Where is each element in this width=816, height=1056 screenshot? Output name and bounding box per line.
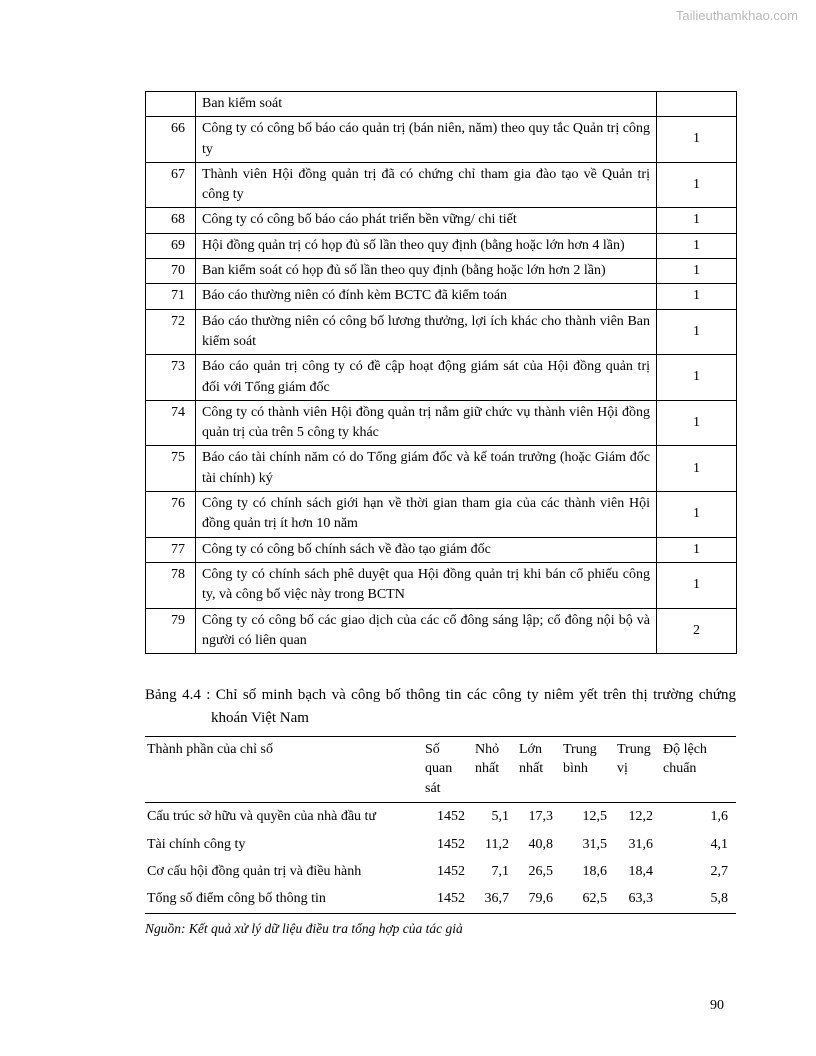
page-content	[145, 91, 736, 937]
row-text: Công ty có công bố chính sách về đào tạo giám đốc	[196, 537, 657, 562]
table-row	[146, 233, 737, 258]
row-number: 69	[146, 233, 196, 258]
row-text: Công ty có công bố các giao dịch của các cổ đông sáng lập; cổ đông nội bộ và người có liên quan	[196, 608, 657, 654]
table-row	[146, 284, 737, 309]
col-header-observations: Số quan sát	[423, 736, 473, 803]
statistics-table	[145, 736, 736, 914]
row-value: 1	[657, 117, 737, 163]
median-cell: 63,3	[628, 891, 653, 907]
row-number: 74	[146, 400, 196, 446]
table-row	[146, 117, 737, 163]
source-note: Nguồn: Kết quả xử lý dữ liệu điều tra tổng hợp của tác giả	[145, 920, 463, 936]
row-number: 66	[146, 117, 196, 163]
table-row	[145, 831, 736, 858]
table-row	[146, 492, 737, 538]
row-value: 1	[657, 562, 737, 608]
observations-cell: 1452	[437, 836, 465, 852]
table-row	[145, 858, 736, 885]
col-header-mean: Trung bình	[561, 736, 615, 803]
row-number: 77	[146, 537, 196, 562]
max-cell: 79,6	[528, 891, 553, 907]
table-row	[146, 162, 737, 208]
row-value: 1	[657, 208, 737, 233]
row-value	[657, 92, 737, 117]
row-value: 1	[657, 259, 737, 284]
component-cell: Cấu trúc sở hữu và quyền của nhà đầu tư	[147, 809, 377, 825]
mean-cell: 18,6	[582, 864, 607, 879]
mean-cell: 12,5	[582, 809, 607, 825]
checklist-table	[145, 91, 737, 654]
row-value: 1	[657, 284, 737, 309]
max-cell: 40,8	[528, 836, 553, 852]
row-number: 70	[146, 259, 196, 284]
row-value: 1	[657, 446, 737, 492]
row-number	[146, 92, 196, 117]
row-text: Hội đồng quản trị có họp đủ số lần theo quy định (bằng hoặc lớn hơn 4 lần)	[196, 233, 657, 258]
observations-cell: 1452	[437, 864, 465, 879]
header-row	[145, 736, 736, 803]
col-header-max: Lớn nhất	[517, 736, 561, 803]
row-text: Báo cáo thường niên có đính kèm BCTC đã kiểm toán	[196, 284, 657, 309]
row-number: 67	[146, 162, 196, 208]
row-number: 71	[146, 284, 196, 309]
row-text: Công ty có chính sách phê duyệt qua Hội đồng quản trị khi bán cổ phiếu công ty, và công bố việc này trong BCTN	[196, 562, 657, 608]
mean-cell: 62,5	[582, 891, 607, 907]
table-row	[146, 562, 737, 608]
table-row	[146, 309, 737, 355]
observations-cell: 1452	[437, 891, 465, 907]
table-row	[146, 355, 737, 401]
row-value: 1	[657, 537, 737, 562]
table-row	[146, 92, 737, 117]
sd-cell: 5,8	[710, 891, 728, 907]
col-header-median: Trung vị	[615, 736, 661, 803]
observations-cell: 1452	[437, 809, 465, 825]
row-text: Công ty có công bố báo cáo quản trị (bán niên, năm) theo quy tắc Quản trị công ty	[196, 117, 657, 163]
median-cell: 18,4	[628, 864, 653, 879]
table-row	[146, 208, 737, 233]
row-number: 73	[146, 355, 196, 401]
row-value: 1	[657, 233, 737, 258]
component-cell: Tổng số điểm công bố thông tin	[147, 891, 326, 907]
row-value: 1	[657, 355, 737, 401]
row-number: 78	[146, 562, 196, 608]
min-cell: 5,1	[491, 809, 509, 825]
sd-cell: 1,6	[710, 809, 728, 825]
row-number: 79	[146, 608, 196, 654]
median-cell: 12,2	[628, 809, 653, 825]
min-cell: 11,2	[485, 836, 509, 852]
col-header-min: Nhỏ nhất	[473, 736, 517, 803]
row-number: 72	[146, 309, 196, 355]
row-number: 68	[146, 208, 196, 233]
table-row	[145, 885, 736, 913]
table-row	[146, 446, 737, 492]
min-cell: 36,7	[484, 891, 509, 907]
row-text: Ban kiểm soát	[196, 92, 657, 117]
row-value: 2	[657, 608, 737, 654]
row-text: Báo cáo thường niên có công bố lương thưởng, lợi ích khác cho thành viên Ban kiểm soát	[196, 309, 657, 355]
table-row	[145, 803, 736, 831]
row-number: 76	[146, 492, 196, 538]
row-value: 1	[657, 492, 737, 538]
component-cell: Cơ cấu hội đồng quản trị và điều hành	[147, 864, 362, 879]
row-text: Công ty có thành viên Hội đồng quản trị nắm giữ chức vụ thành viên Hội đồng quản trị của trên 5 công ty khác	[196, 400, 657, 446]
table-caption: Bảng 4.4 : Chỉ số minh bạch và công bố thông tin các công ty niêm yết trên thị trường chứng khoán Việt Nam	[145, 687, 736, 727]
page-number: 90	[710, 998, 724, 1013]
min-cell: 7,1	[491, 864, 509, 879]
col-header-component: Thành phần của chỉ số	[145, 736, 423, 803]
table-row	[146, 400, 737, 446]
sd-cell: 2,7	[710, 864, 728, 879]
col-header-sd: Độ lệch chuẩn	[661, 736, 736, 803]
max-cell: 17,3	[528, 809, 553, 825]
sd-cell: 4,1	[710, 836, 728, 852]
row-value: 1	[657, 400, 737, 446]
median-cell: 31,6	[628, 836, 653, 852]
row-value: 1	[657, 162, 737, 208]
row-text: Công ty có công bố báo cáo phát triển bền vững/ chi tiết	[196, 208, 657, 233]
row-text: Công ty có chính sách giới hạn về thời gian tham gia của các thành viên Hội đồng quản trị ít hơn 10 năm	[196, 492, 657, 538]
watermark: Tailieuthamkhao.com	[675, 8, 798, 23]
component-cell: Tài chính công ty	[147, 836, 246, 852]
table-row	[146, 259, 737, 284]
table-row	[146, 608, 737, 654]
mean-cell: 31,5	[582, 836, 607, 852]
row-text: Báo cáo tài chính năm có do Tổng giám đốc và kế toán trưởng (hoặc Giám đốc tài chính) ký	[196, 446, 657, 492]
row-text: Báo cáo quản trị công ty có đề cập hoạt động giám sát của Hội đồng quản trị đối với Tổng giám đốc	[196, 355, 657, 401]
row-number: 75	[146, 446, 196, 492]
max-cell: 26,5	[528, 864, 553, 879]
row-text: Ban kiểm soát có họp đủ số lần theo quy định (bằng hoặc lớn hơn 2 lần)	[196, 259, 657, 284]
row-text: Thành viên Hội đồng quản trị đã có chứng chỉ tham gia đào tạo về Quản trị công ty	[196, 162, 657, 208]
table-row	[146, 537, 737, 562]
row-value: 1	[657, 309, 737, 355]
